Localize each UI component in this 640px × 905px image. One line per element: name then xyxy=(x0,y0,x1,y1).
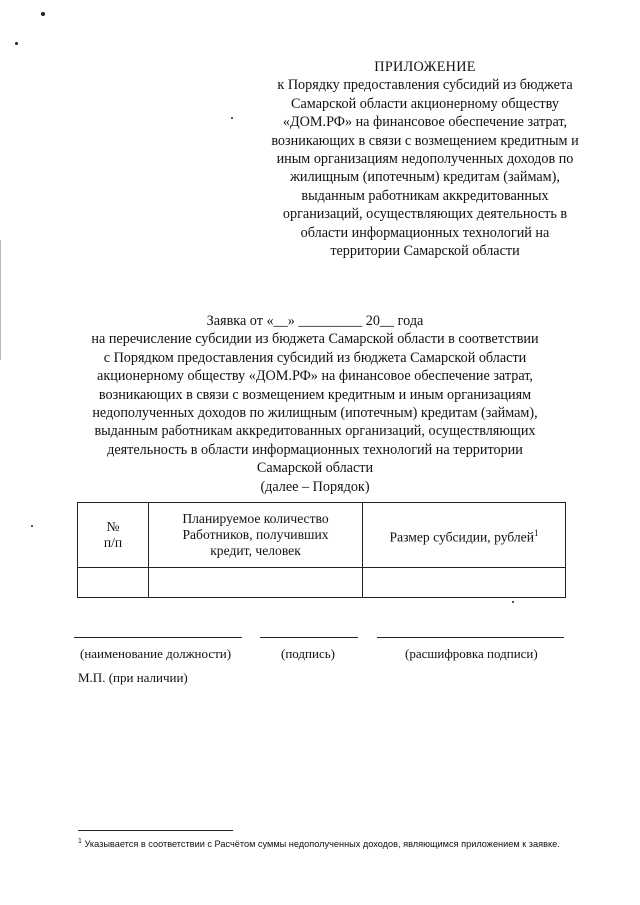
column-workers-header-line: Работников, получивших xyxy=(182,527,329,542)
signature-label: (подпись) xyxy=(281,646,335,661)
appendix-line: организаций, осуществляющих деятельность в xyxy=(282,206,568,223)
request-line: на перечисление субсидии из бюджета Самарской области в соответствии xyxy=(91,331,539,348)
appendix-header xyxy=(240,58,610,260)
footnote-rule xyxy=(78,830,233,831)
request-line: деятельность в области информационных технологий на территории xyxy=(107,441,523,458)
appendix-line: выданным работникам аккредитованных xyxy=(301,187,549,204)
appendix-title: ПРИЛОЖЕНИЕ xyxy=(374,59,476,75)
position-label: (наименование должности) xyxy=(80,646,232,661)
column-number-header xyxy=(78,503,149,568)
request-line: акционерному обществу «ДОМ.РФ» на финансовое обеспечение затрат, xyxy=(97,368,533,385)
appendix-line: области информационных технологий на xyxy=(300,224,550,241)
footnote-mark: 1 xyxy=(533,527,539,538)
position-signature-line[interactable] xyxy=(74,637,242,638)
request-line: с Порядком предоставления субсидий из бюджета Самарской области xyxy=(103,349,527,366)
column-subsidy-header xyxy=(363,503,566,568)
request-line: недополученных доходов по жилищным (ипотечным) кредитам (займам), xyxy=(92,405,538,422)
table-header-row xyxy=(78,503,566,568)
table-row xyxy=(78,568,566,598)
decoding-signature-line[interactable] xyxy=(377,637,564,638)
appendix-line: жилищным (ипотечным) кредитам (займам), xyxy=(290,169,560,186)
table-cell[interactable] xyxy=(363,568,566,598)
scan-speck xyxy=(231,117,233,119)
request-block xyxy=(60,312,570,496)
scan-speck xyxy=(31,525,33,527)
appendix-line: «ДОМ.РФ» на финансовое обеспечение затрат, xyxy=(282,114,568,131)
appendix-line: территории Самарской области xyxy=(330,243,520,260)
footnote xyxy=(78,838,618,849)
column-number-header-line: № xyxy=(106,519,120,534)
table-cell[interactable] xyxy=(78,568,149,598)
appendix-line: Самарской области акционерному обществу xyxy=(291,95,559,112)
request-line: Самарской области xyxy=(256,460,374,477)
scan-edge xyxy=(0,240,1,360)
column-subsidy-header-text: Размер субсидии, рублей xyxy=(389,529,534,545)
request-line: возникающих в связи с возмещением кредитным и иным организациям xyxy=(98,386,532,403)
table-cell[interactable] xyxy=(149,568,363,598)
column-workers-header xyxy=(149,503,363,568)
decoding-label: (расшифровка подписи) xyxy=(405,646,538,661)
column-workers-header-line: Планируемое количество xyxy=(182,511,329,526)
footnote-text: Указывается в соответствии с Расчётом суммы недополученных доходов, являющимся приложением к заявке. xyxy=(81,839,560,850)
appendix-line: к Порядку предоставления субсидий из бюджета xyxy=(277,77,573,94)
subsidy-table xyxy=(77,502,566,598)
request-line: (далее – Порядок) xyxy=(260,478,370,495)
column-number-header-line: п/п xyxy=(103,535,123,550)
scan-speck xyxy=(41,12,45,16)
scan-speck xyxy=(512,601,514,603)
appendix-line: иным организациям недополученных доходов по xyxy=(276,151,574,168)
stamp-label: М.П. (при наличии) xyxy=(78,670,188,685)
footnote-mark: 1 xyxy=(78,838,82,845)
appendix-line: возникающих в связи с возмещением кредитным и xyxy=(271,132,579,149)
signature-line[interactable] xyxy=(260,637,358,638)
column-workers-header-line: кредит, человек xyxy=(210,543,301,558)
request-line: выданным работникам аккредитованных организаций, осуществляющих xyxy=(94,423,536,440)
request-heading: Заявка от «__» _________ 20__ года xyxy=(206,313,424,329)
scan-speck xyxy=(15,42,18,45)
